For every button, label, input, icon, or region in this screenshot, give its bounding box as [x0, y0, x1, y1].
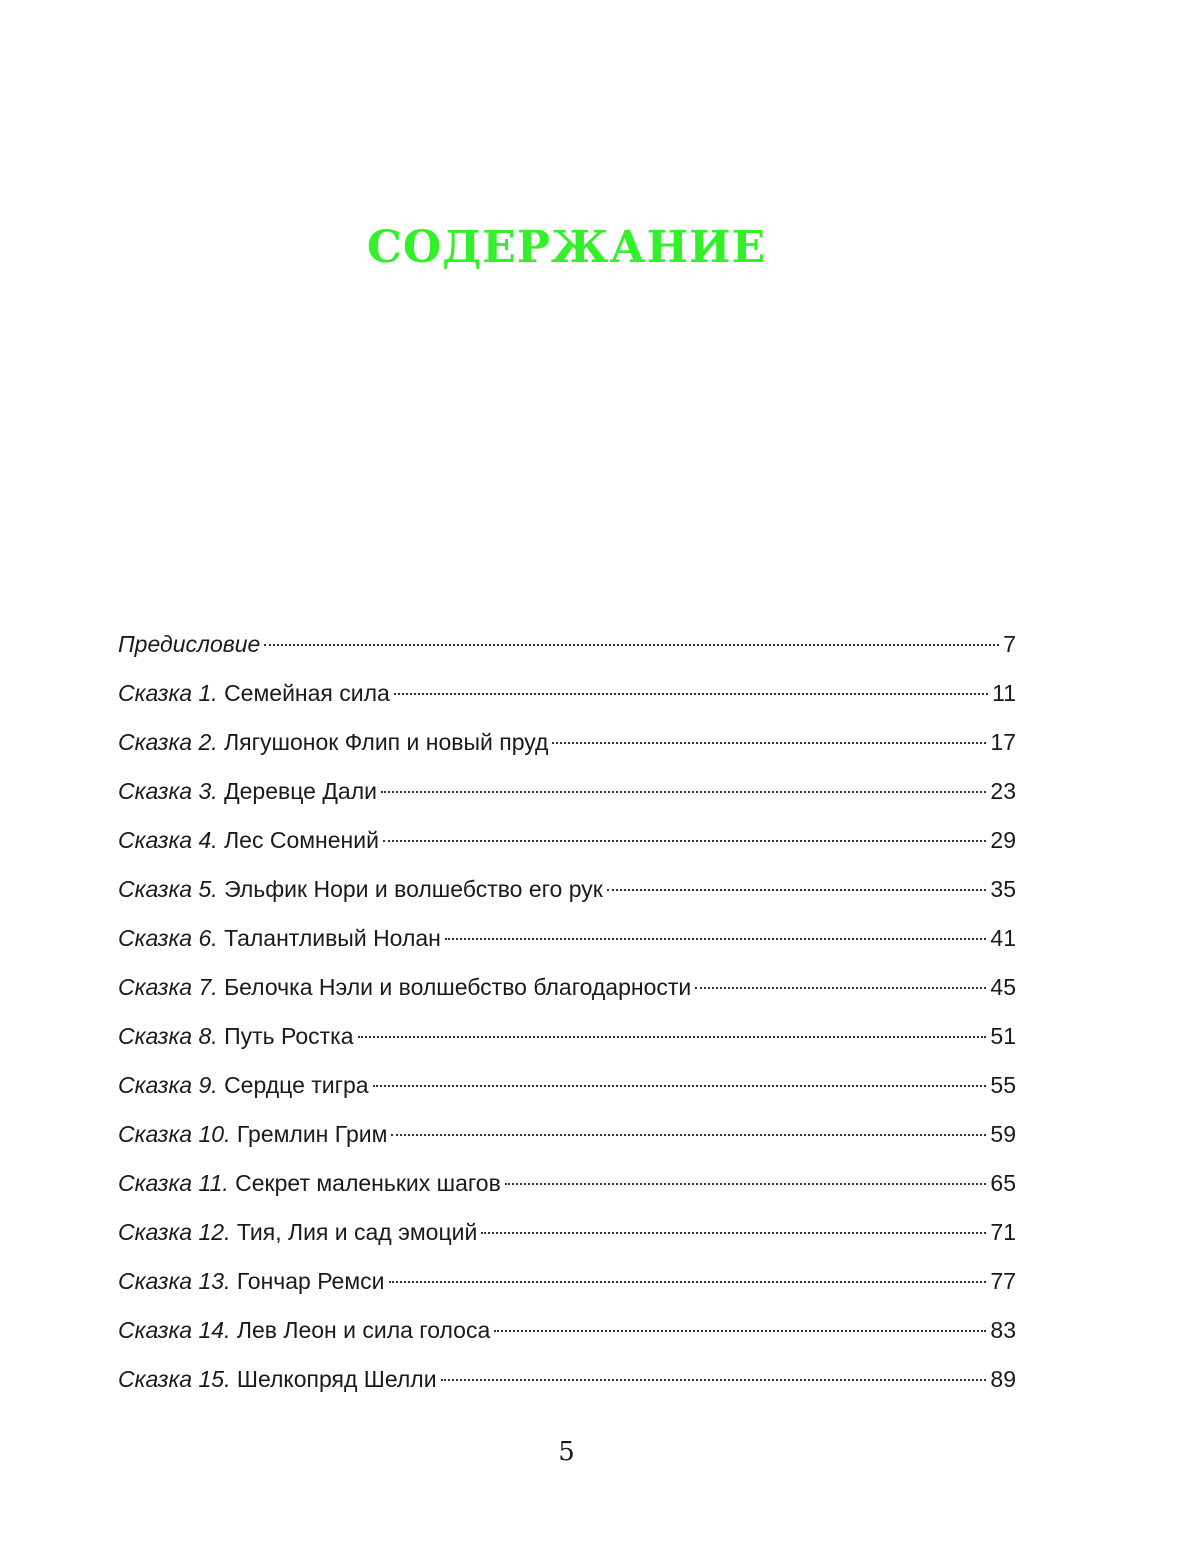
toc-entry-label: [118, 916, 441, 960]
toc-entry-page: 23: [990, 778, 1016, 804]
toc-entry-label: [118, 965, 691, 1009]
toc-entry-prefix: Сказка 5.: [118, 876, 218, 902]
toc-entry: [118, 1063, 1016, 1112]
dot-leader: [441, 1379, 987, 1381]
toc-entry-title: Сердце тигра: [224, 1072, 369, 1098]
dot-leader: [607, 889, 987, 891]
toc-entry-prefix: Сказка 15.: [118, 1366, 231, 1392]
table-of-contents: [118, 622, 1016, 1406]
toc-entry-label: [118, 1357, 437, 1401]
toc-entry-prefix: Сказка 12.: [118, 1219, 231, 1245]
toc-entry: [118, 671, 1016, 720]
dot-leader: [391, 1134, 986, 1136]
dot-leader: [373, 1085, 987, 1087]
toc-entry-page: 7: [1003, 631, 1016, 657]
dot-leader: [264, 644, 999, 646]
toc-entry-title: Эльфик Нори и волшебство его рук: [224, 876, 603, 902]
toc-entry: [118, 867, 1016, 916]
toc-entry: [118, 965, 1016, 1014]
toc-entry-prefix: Сказка 14.: [118, 1317, 231, 1343]
toc-entry-prefix: Сказка 13.: [118, 1268, 231, 1294]
toc-entry-title: Белочка Нэли и волшебство благодарности: [224, 974, 692, 1000]
toc-entry-page: 71: [990, 1219, 1016, 1245]
dot-leader: [505, 1183, 987, 1185]
toc-entry: [118, 916, 1016, 965]
toc-entry-title: Талантливый Нолан: [224, 925, 441, 951]
page-title: СОДЕРЖАНИЕ: [366, 222, 767, 273]
toc-entry-prefix: Сказка 7.: [118, 974, 218, 1000]
toc-entry-page: 89: [990, 1366, 1016, 1392]
toc-entry-prefix: Сказка 8.: [118, 1023, 218, 1049]
dot-leader: [389, 1281, 987, 1283]
toc-entry-label: [118, 818, 379, 862]
toc-entry-label: [118, 1308, 490, 1352]
toc-entry-prefix: Сказка 6.: [118, 925, 218, 951]
toc-entry-page: 65: [990, 1170, 1016, 1196]
toc-entry-label: [118, 1014, 354, 1058]
page-number: 5: [558, 1437, 575, 1467]
toc-entry: [118, 818, 1016, 867]
toc-entry-page: 35: [990, 876, 1016, 902]
toc-entry: [118, 769, 1016, 818]
toc-entry-title: Путь Ростка: [224, 1023, 354, 1049]
toc-entry-prefix: Сказка 3.: [118, 778, 218, 804]
dot-leader: [494, 1330, 986, 1332]
toc-entry: [118, 1210, 1016, 1259]
toc-entry-title: Лес Сомнений: [224, 827, 379, 853]
toc-entry-page: 51: [990, 1023, 1016, 1049]
toc-entry-label: [118, 1112, 387, 1156]
dot-leader: [394, 693, 988, 695]
toc-entry-label: [118, 1259, 385, 1303]
toc-entry-prefix: Предисловие: [118, 631, 261, 657]
toc-entry: [118, 1308, 1016, 1357]
dot-leader: [695, 987, 986, 989]
toc-entry-label: [118, 720, 548, 764]
toc-entry-page: 45: [990, 974, 1016, 1000]
toc-entry: [118, 720, 1016, 769]
toc-entry-page: 83: [990, 1317, 1016, 1343]
toc-entry-label: [118, 1161, 501, 1205]
toc-entry: [118, 1014, 1016, 1063]
toc-entry: [118, 1259, 1016, 1308]
toc-entry-prefix: Сказка 1.: [118, 680, 218, 706]
toc-entry-label: [118, 1210, 477, 1254]
toc-entry-title: Лягушонок Флип и новый пруд: [224, 729, 549, 755]
toc-entry-title: Гончар Ремси: [236, 1268, 385, 1294]
dot-leader: [445, 938, 987, 940]
toc-entry: [118, 622, 1016, 671]
toc-entry-label: [118, 1063, 369, 1107]
toc-entry: [118, 1161, 1016, 1210]
toc-entry-title: Тия, Лия и сад эмоций: [236, 1219, 478, 1245]
toc-entry-prefix: Сказка 9.: [118, 1072, 218, 1098]
toc-entry-prefix: Сказка 2.: [118, 729, 218, 755]
toc-entry-title: Деревце Дали: [224, 778, 377, 804]
toc-entry-page: 59: [990, 1121, 1016, 1147]
toc-entry-page: 17: [990, 729, 1016, 755]
toc-entry-prefix: Сказка 11.: [118, 1170, 229, 1196]
toc-entry-page: 55: [990, 1072, 1016, 1098]
dot-leader: [381, 791, 986, 793]
dot-leader: [481, 1232, 986, 1234]
toc-entry-prefix: Сказка 10.: [118, 1121, 231, 1147]
dot-leader: [552, 742, 986, 744]
toc-entry-prefix: Сказка 4.: [118, 827, 218, 853]
toc-entry: [118, 1112, 1016, 1161]
toc-entry-title: Лев Леон и сила голоса: [236, 1317, 491, 1343]
toc-entry-title: Гремлин Грим: [236, 1121, 388, 1147]
toc-entry-page: 41: [990, 925, 1016, 951]
toc-entry-label: [118, 671, 390, 715]
toc-entry-title: Секрет маленьких шагов: [235, 1170, 501, 1196]
toc-entry: [118, 1357, 1016, 1406]
toc-entry-label: [118, 622, 260, 666]
toc-entry-label: [118, 867, 603, 911]
toc-entry-title: Семейная сила: [224, 680, 390, 706]
toc-entry-page: 11: [992, 680, 1016, 706]
toc-entry-title: Шелкопряд Шелли: [236, 1366, 437, 1392]
toc-entry-page: 77: [990, 1268, 1016, 1294]
toc-entry-page: 29: [990, 827, 1016, 853]
toc-entry-label: [118, 769, 377, 813]
dot-leader: [358, 1036, 987, 1038]
dot-leader: [383, 840, 986, 842]
